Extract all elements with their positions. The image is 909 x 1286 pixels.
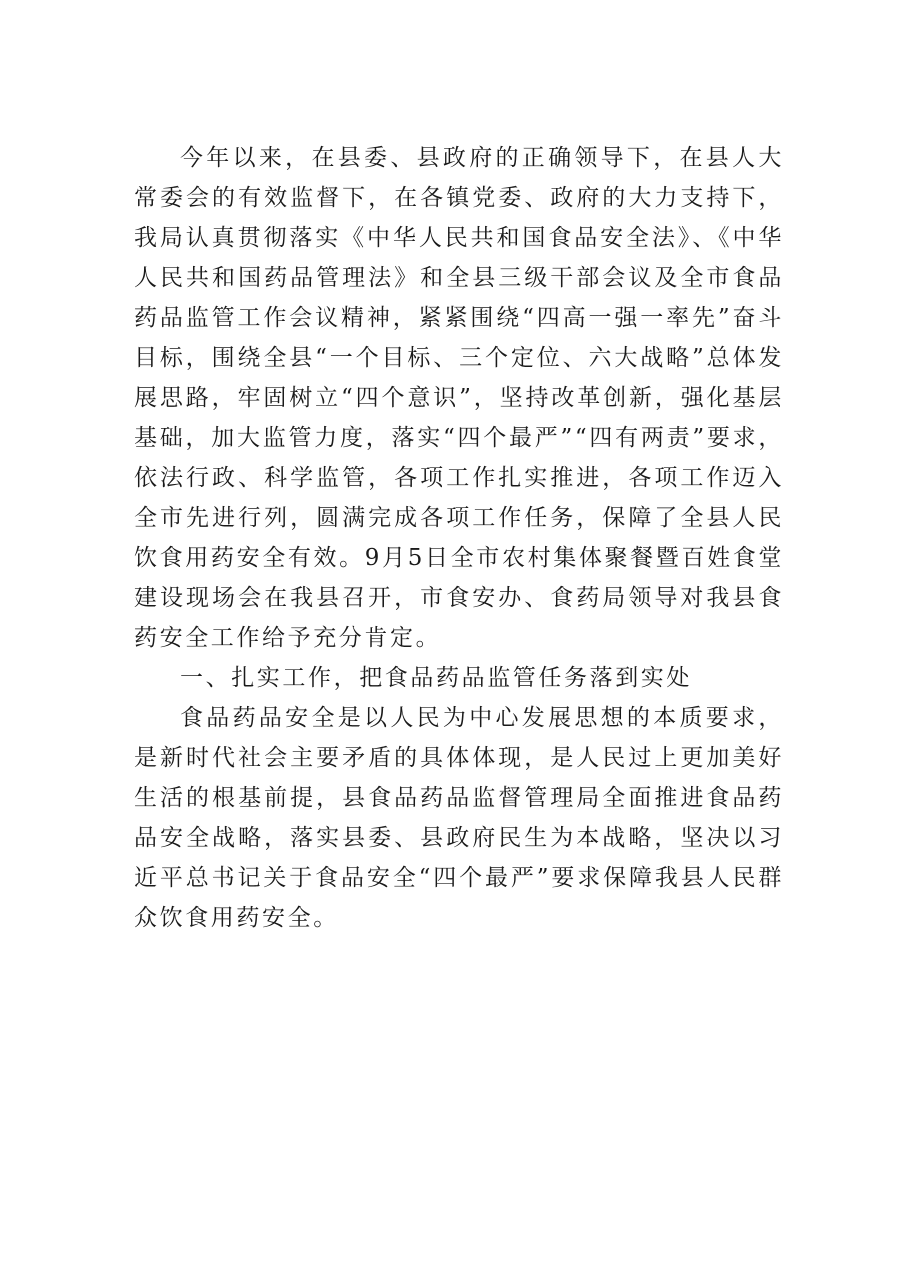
- document-body: [134, 138, 784, 938]
- section-heading: 一、扎实工作，把食品药品监管任务落到实处: [180, 665, 692, 691]
- section-paragraph: 食品药品安全是以人民为中心发展思想的本质要求，是新时代社会主要矛盾的具体体现，是人民过上更加美好生活的根基前提，县食品药品监督管理局全面推进食品药品安全战略，落实县委、县政府民生为本战略，坚决以习近平总书记关于食品安全“四个最严”要求保障我县人民群众饮食用药安全。: [134, 705, 784, 931]
- intro-paragraph: 今年以来，在县委、县政府的正确领导下，在县人大常委会的有效监督下，在各镇党委、政府的大力支持下，我局认真贯彻落实《中华人民共和国食品安全法》、《中华人民共和国药品管理法》和全县三级干部会议及全市食品药品监管工作会议精神，紧紧围绕“四高一强一率先”奋斗目标，围绕全县“一个目标、三个定位、六大战略”总体发展思路，牢固树立“四个意识”，坚持改革创新，强化基层基础，加大监管力度，落实“四个最严”“四有两责”要求，依法行政、科学监管，各项工作扎实推进，各项工作迈入全市先进行列，圆满完成各项工作任务，保障了全县人民饮食用药安全有效。9月5日全市农村集体聚餐暨百姓食堂建设现场会在我县召开，市食安办、食药局领导对我县食药安全工作给予充分肯定。: [134, 145, 784, 651]
